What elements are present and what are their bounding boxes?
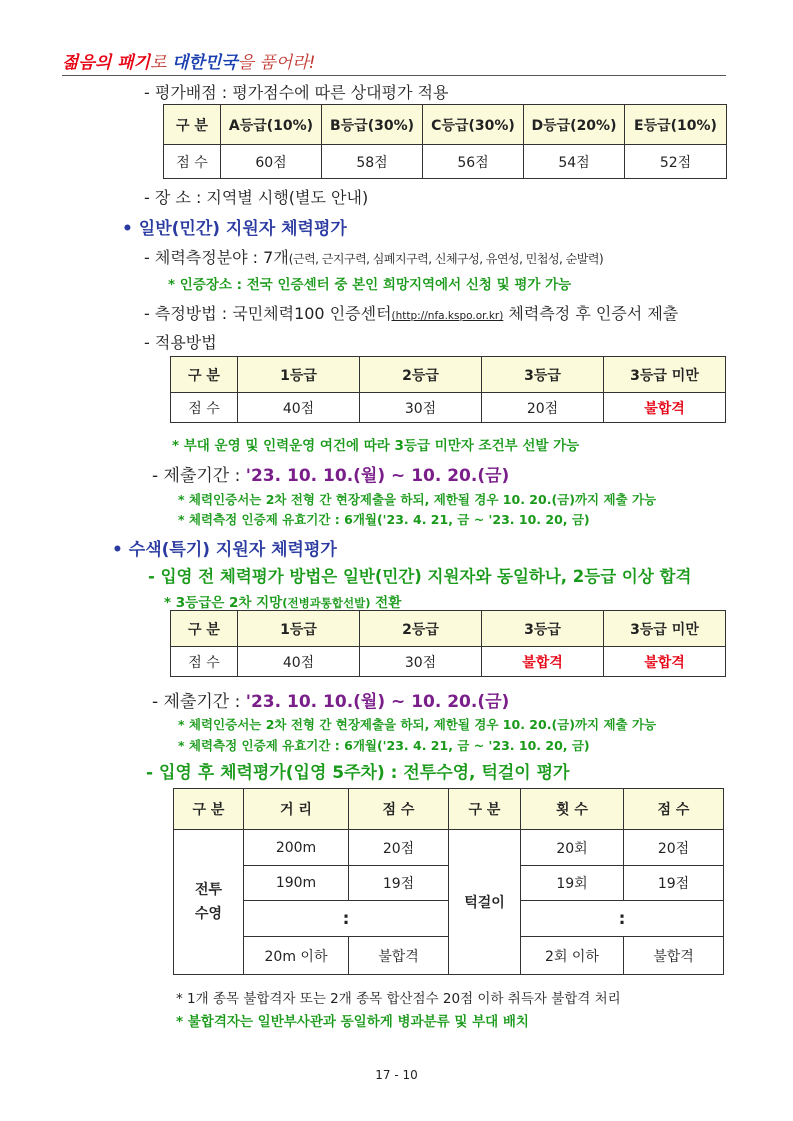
method-line: - 측정방법 : 국민체력100 인증센터(http://nfa.kspo.or.kr) 체력측정 후 인증서 제출 xyxy=(144,304,679,323)
score-cell: 30점 xyxy=(360,393,482,423)
th-below-3: 3등급 미만 xyxy=(604,357,726,393)
th-swim-score: 점 수 xyxy=(349,789,449,830)
score-cell: 58점 xyxy=(322,145,423,179)
note-submit: * 체력인증서는 2차 전형 간 현장제출을 하되, 제한될 경우 10. 20.(금)까지 제출 가능 xyxy=(178,492,657,507)
swim-distance: 20m 이하 xyxy=(244,937,349,975)
th-grade-a: A등급(10%) xyxy=(221,105,322,145)
grade-table-search xyxy=(170,610,726,677)
pre-entry-line: - 입영 전 체력평가 방법은 일반(민간) 지원자와 동일하나, 2등급 이상 합격 xyxy=(148,567,692,586)
th-grade-2: 2등급 xyxy=(360,357,482,393)
page-header: 젊음의 패기로 대한민국을 품어라! xyxy=(62,53,316,73)
note-validity: * 체력측정 인증제 유효기간 : 6개월('23. 4. 21, 금 ~ '23. 10. 20, 금) xyxy=(178,512,590,527)
deadline-line: - 제출기간 : '23. 10. 10.(월) ~ 10. 20.(금) xyxy=(152,466,510,486)
note-validity-search: * 체력측정 인증제 유효기간 : 6개월('23. 4. 21, 금 ~ '23. 10. 20, 금) xyxy=(178,738,590,753)
kspo-link[interactable]: (http://nfa.kspo.or.kr) xyxy=(391,310,504,322)
section-general-title: • 일반(민간) 지원자 체력평가 xyxy=(122,219,347,239)
th-grade-1: 1등급 xyxy=(238,357,360,393)
pullup-label: 턱걸이 xyxy=(449,830,521,975)
th-grade-3: 3등급 xyxy=(482,611,604,647)
row-label: 점 수 xyxy=(171,647,238,677)
th-below-3: 3등급 미만 xyxy=(604,611,726,647)
pullup-count: 20회 xyxy=(521,830,624,866)
th-grade-b: B등급(30%) xyxy=(322,105,423,145)
swim-distance: 200m xyxy=(244,830,349,866)
th-grade-e: E등급(10%) xyxy=(625,105,727,145)
swim-ellipsis: : xyxy=(244,901,449,937)
note-submit-search: * 체력인증서는 2차 전형 간 현장제출을 하되, 제한될 경우 10. 20.(금)까지 제출 가능 xyxy=(178,717,657,732)
pullup-count: 19회 xyxy=(521,866,624,901)
footnote-fail-rule: * 1개 종목 불합격자 또는 2개 종목 합산점수 20점 이하 취득자 불합격 처리 xyxy=(176,991,621,1007)
th-category: 구 분 xyxy=(171,611,238,647)
score-cell: 40점 xyxy=(238,393,360,423)
th-pull-score: 점 수 xyxy=(624,789,724,830)
place-line: - 장 소 : 지역별 시행(별도 안내) xyxy=(144,188,369,207)
score-line: - 평가배점 : 평가점수에 따른 상대평가 적용 xyxy=(144,83,449,102)
pullup-ellipsis: : xyxy=(521,901,724,937)
score-cell: 60점 xyxy=(221,145,322,179)
th-grade-2: 2등급 xyxy=(360,611,482,647)
field-line: - 체력측정분야 : 7개(근력, 근지구력, 심폐지구력, 신체구성, 유연성, 민첩성, 순발력) xyxy=(144,248,604,267)
fail-cell: 불합격 xyxy=(604,393,726,423)
page-number: 17 - 10 xyxy=(375,1068,418,1082)
th-category: 구 분 xyxy=(171,357,238,393)
row-label: 점 수 xyxy=(171,393,238,423)
th-swim-category: 구 분 xyxy=(174,789,244,830)
row-label: 점 수 xyxy=(164,145,221,179)
header-rule xyxy=(62,75,726,76)
section-search-title: • 수색(특기) 지원자 체력평가 xyxy=(112,540,337,560)
th-grade-1: 1등급 xyxy=(238,611,360,647)
grade-table-general xyxy=(170,356,726,423)
pullup-count: 2회 이하 xyxy=(521,937,624,975)
pullup-score: 19점 xyxy=(624,866,724,901)
note-conditional: * 부대 운영 및 인력운영 여건에 따라 3등급 미만자 조건부 선발 가능 xyxy=(172,438,580,454)
post-entry-table xyxy=(173,788,724,975)
score-cell: 30점 xyxy=(360,647,482,677)
th-grade-3: 3등급 xyxy=(482,357,604,393)
footnote-assignment: * 불합격자는 일반부사관과 동일하게 병과분류 및 부대 배치 xyxy=(176,1014,529,1030)
th-pull-category: 구 분 xyxy=(449,789,521,830)
deadline-line-search: - 제출기간 : '23. 10. 10.(월) ~ 10. 20.(금) xyxy=(152,692,510,712)
grade-table-a xyxy=(163,104,727,179)
swim-score: 19점 xyxy=(349,866,449,901)
apply-line: - 적용방법 xyxy=(144,333,217,352)
swim-score: 불합격 xyxy=(349,937,449,975)
th-distance: 거 리 xyxy=(244,789,349,830)
th-grade-c: C등급(30%) xyxy=(423,105,524,145)
score-cell: 56점 xyxy=(423,145,524,179)
score-cell: 40점 xyxy=(238,647,360,677)
th-category: 구 분 xyxy=(164,105,221,145)
note-third-grade: * 3등급은 2차 지망(전병과통합선발) 전환 xyxy=(164,595,402,611)
score-cell: 20점 xyxy=(482,393,604,423)
fail-cell: 불합격 xyxy=(604,647,726,677)
fail-cell: 불합격 xyxy=(482,647,604,677)
score-cell: 52점 xyxy=(625,145,727,179)
th-grade-d: D등급(20%) xyxy=(524,105,625,145)
score-cell: 54점 xyxy=(524,145,625,179)
swim-label: 전투 수영 xyxy=(174,830,244,975)
th-count: 횟 수 xyxy=(521,789,624,830)
post-entry-line: - 입영 후 체력평가(입영 5주차) : 전투수영, 턱걸이 평가 xyxy=(146,763,570,783)
pullup-score: 불합격 xyxy=(624,937,724,975)
swim-distance: 190m xyxy=(244,866,349,901)
swim-score: 20점 xyxy=(349,830,449,866)
note-location: * 인증장소 : 전국 인증센터 중 본인 희망지역에서 신청 및 평가 가능 xyxy=(168,277,572,293)
pullup-score: 20점 xyxy=(624,830,724,866)
